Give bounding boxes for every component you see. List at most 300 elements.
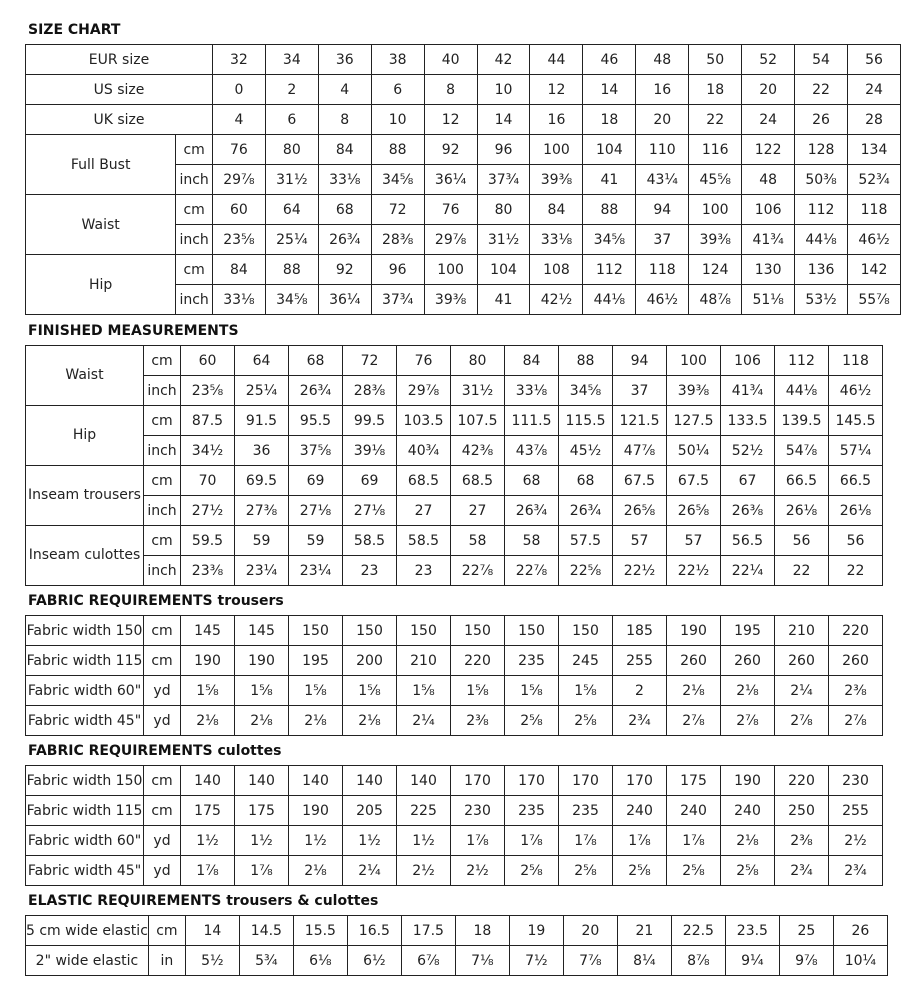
row-label: Fabric width 60" — [26, 826, 144, 856]
table-cell: 59.5 — [181, 526, 235, 556]
table-cell: 88 — [371, 135, 424, 165]
table-cell: 220 — [775, 766, 829, 796]
table-cell: 91.5 — [235, 406, 289, 436]
table-cell: 84 — [318, 135, 371, 165]
group-label: Waist — [26, 195, 176, 255]
unit-label: cm — [176, 135, 213, 165]
table-cell: 2¼ — [775, 676, 829, 706]
table-cell: 2 — [613, 676, 667, 706]
table-cell: 50 — [689, 45, 742, 75]
table-cell: 1½ — [397, 826, 451, 856]
table-cell: 190 — [181, 646, 235, 676]
table-cell: 41 — [477, 285, 530, 315]
table-cell: 47⅞ — [613, 436, 667, 466]
table-cell: 170 — [451, 766, 505, 796]
table-cell: 9⅞ — [779, 946, 833, 976]
table-cell: 32 — [212, 45, 265, 75]
table-cell: 21 — [617, 916, 671, 946]
table-cell: 18 — [689, 75, 742, 105]
table-cell: 2¾ — [613, 706, 667, 736]
table-cell: 6 — [265, 105, 318, 135]
table-cell: 10 — [371, 105, 424, 135]
table-cell: 220 — [829, 616, 883, 646]
table-cell: 2¾ — [775, 856, 829, 886]
table-cell: 56 — [848, 45, 901, 75]
table-cell: 60 — [212, 195, 265, 225]
table-cell: 115.5 — [559, 406, 613, 436]
table-cell: 96 — [371, 255, 424, 285]
table-cell: 29⅞ — [397, 376, 451, 406]
table-cell: 39⅜ — [667, 376, 721, 406]
table-cell: 34⅝ — [559, 376, 613, 406]
table-cell: 1⅝ — [451, 676, 505, 706]
table-cell: 26¾ — [289, 376, 343, 406]
table-cell: 1⅝ — [181, 676, 235, 706]
table-cell: 67.5 — [613, 466, 667, 496]
table-cell: 48⅞ — [689, 285, 742, 315]
table-cell: 26 — [795, 105, 848, 135]
table-cell: 56 — [775, 526, 829, 556]
table-cell: 0 — [212, 75, 265, 105]
table-cell: 1⅝ — [235, 676, 289, 706]
table-cell: 29⅞ — [212, 165, 265, 195]
table-cell: 22⅝ — [559, 556, 613, 586]
table-cell: 27⅛ — [343, 496, 397, 526]
table-cell: 140 — [235, 766, 289, 796]
table-cell: 23.5 — [725, 916, 779, 946]
table-cell: 25¼ — [235, 376, 289, 406]
table-cell: 48 — [636, 45, 689, 75]
size-chart-title — [28, 21, 120, 39]
table-cell: 42⅜ — [451, 436, 505, 466]
group-label: Full Bust — [26, 135, 176, 195]
table-cell: 124 — [689, 255, 742, 285]
table-cell: 235 — [505, 646, 559, 676]
table-cell: 4 — [318, 75, 371, 105]
table-cell: 2½ — [451, 856, 505, 886]
table-cell: 37¾ — [477, 165, 530, 195]
table-cell: 8 — [424, 75, 477, 105]
table-cell: 27 — [451, 496, 505, 526]
table-cell: 36 — [318, 45, 371, 75]
table-row — [26, 946, 888, 976]
table-cell: 112 — [775, 346, 829, 376]
row-label: Fabric width 150 — [26, 766, 144, 796]
table-cell: 205 — [343, 796, 397, 826]
table-cell: 140 — [289, 766, 343, 796]
table-cell: 99.5 — [343, 406, 397, 436]
table-cell: 22.5 — [671, 916, 725, 946]
table-cell: 195 — [721, 616, 775, 646]
unit-label: cm — [144, 796, 181, 826]
table-cell: 1⅞ — [559, 826, 613, 856]
table-cell: 175 — [181, 796, 235, 826]
unit-label: cm — [144, 466, 181, 496]
table-cell: 37 — [636, 225, 689, 255]
table-cell: 26 — [833, 916, 887, 946]
table-cell: 106 — [721, 346, 775, 376]
table-cell: 250 — [775, 796, 829, 826]
table-cell: 133.5 — [721, 406, 775, 436]
row-label: EUR size — [26, 45, 213, 75]
table-cell: 195 — [289, 646, 343, 676]
table-row — [26, 826, 883, 856]
table-cell: 44⅛ — [583, 285, 636, 315]
table-cell: 118 — [829, 346, 883, 376]
table-cell: 27⅛ — [289, 496, 343, 526]
table-cell: 33⅛ — [505, 376, 559, 406]
table-cell: 260 — [667, 646, 721, 676]
table-cell: 150 — [505, 616, 559, 646]
table-cell: 31½ — [265, 165, 318, 195]
table-cell: 2⅛ — [721, 676, 775, 706]
table-cell: 4 — [212, 105, 265, 135]
table-cell: 1½ — [289, 826, 343, 856]
table-cell: 20 — [636, 105, 689, 135]
table-cell: 68 — [505, 466, 559, 496]
table-cell: 100 — [667, 346, 721, 376]
table-cell: 2⅝ — [667, 856, 721, 886]
table-cell: 190 — [721, 766, 775, 796]
table-cell: 9¼ — [725, 946, 779, 976]
table-cell: 22 — [795, 75, 848, 105]
table-cell: 50¼ — [667, 436, 721, 466]
table-cell: 46½ — [848, 225, 901, 255]
table-cell: 170 — [559, 766, 613, 796]
table-cell: 34⅝ — [583, 225, 636, 255]
table-cell: 240 — [613, 796, 667, 826]
table-cell: 6½ — [347, 946, 401, 976]
table-cell: 145 — [181, 616, 235, 646]
table-cell: 76 — [397, 346, 451, 376]
table-cell: 22 — [689, 105, 742, 135]
table-cell: 22½ — [613, 556, 667, 586]
table-cell: 100 — [530, 135, 583, 165]
unit-label: inch — [144, 556, 181, 586]
table-cell: 96 — [477, 135, 530, 165]
table-cell: 87.5 — [181, 406, 235, 436]
table-cell: 14 — [477, 105, 530, 135]
row-label: Fabric width 45" — [26, 706, 144, 736]
table-cell: 33⅛ — [318, 165, 371, 195]
table-cell: 34½ — [181, 436, 235, 466]
table-cell: 36¼ — [424, 165, 477, 195]
table-cell: 45½ — [559, 436, 613, 466]
table-cell: 2¼ — [397, 706, 451, 736]
table-cell: 33⅛ — [530, 225, 583, 255]
table-cell: 28 — [848, 105, 901, 135]
table-cell: 22 — [775, 556, 829, 586]
table-cell: 24 — [742, 105, 795, 135]
fabric-culottes-title-text: FABRIC REQUIREMENTS — [28, 743, 213, 759]
table-row — [26, 496, 883, 526]
table-cell: 1⅝ — [505, 676, 559, 706]
table-cell: 52½ — [721, 436, 775, 466]
table-cell: 80 — [265, 135, 318, 165]
table-row — [26, 556, 883, 586]
table-cell: 142 — [848, 255, 901, 285]
table-cell: 2⅜ — [829, 676, 883, 706]
table-cell: 145 — [235, 616, 289, 646]
table-cell: 41 — [583, 165, 636, 195]
table-row — [26, 646, 883, 676]
unit-label: cm — [144, 616, 181, 646]
table-cell: 57.5 — [559, 526, 613, 556]
table-cell: 116 — [689, 135, 742, 165]
table-cell: 37¾ — [371, 285, 424, 315]
table-cell: 260 — [775, 646, 829, 676]
table-cell: 1⅞ — [181, 856, 235, 886]
group-label: Waist — [26, 346, 144, 406]
table-cell: 28⅜ — [371, 225, 424, 255]
table-cell: 42 — [477, 45, 530, 75]
table-cell: 139.5 — [775, 406, 829, 436]
table-cell: 37⅝ — [289, 436, 343, 466]
table-cell: 2⅜ — [775, 826, 829, 856]
table-row — [26, 436, 883, 466]
unit-label: cm — [176, 255, 213, 285]
table-cell: 2⅛ — [667, 676, 721, 706]
table-cell: 41¾ — [742, 225, 795, 255]
table-cell: 29⅞ — [424, 225, 477, 255]
table-cell: 1½ — [343, 826, 397, 856]
table-cell: 58.5 — [343, 526, 397, 556]
unit-label: inch — [176, 285, 213, 315]
elastic-table — [25, 915, 888, 976]
table-cell: 7⅛ — [455, 946, 509, 976]
table-cell: 175 — [235, 796, 289, 826]
table-cell: 68.5 — [397, 466, 451, 496]
table-cell: 59 — [289, 526, 343, 556]
table-cell: 118 — [636, 255, 689, 285]
table-row — [26, 916, 888, 946]
table-cell: 150 — [451, 616, 505, 646]
group-label: Inseam culottes — [26, 526, 144, 586]
table-cell: 18 — [583, 105, 636, 135]
table-cell: 7½ — [509, 946, 563, 976]
table-cell: 1⅝ — [559, 676, 613, 706]
table-cell: 23 — [397, 556, 451, 586]
elastic-title-text: ELASTIC REQUIREMENTS — [28, 893, 222, 909]
table-cell: 58 — [505, 526, 559, 556]
unit-label: inch — [144, 436, 181, 466]
table-row — [26, 676, 883, 706]
table-cell: 22⅞ — [505, 556, 559, 586]
table-cell: 111.5 — [505, 406, 559, 436]
table-cell: 26¾ — [505, 496, 559, 526]
table-row — [26, 766, 883, 796]
table-cell: 22¼ — [721, 556, 775, 586]
table-cell: 136 — [795, 255, 848, 285]
table-cell: 150 — [289, 616, 343, 646]
table-cell: 68.5 — [451, 466, 505, 496]
table-cell: 94 — [636, 195, 689, 225]
row-label: 5 cm wide elastic — [26, 916, 149, 946]
table-cell: 40 — [424, 45, 477, 75]
table-row — [26, 376, 883, 406]
row-label: UK size — [26, 105, 213, 135]
table-cell: 112 — [795, 195, 848, 225]
table-cell: 23⅜ — [181, 556, 235, 586]
unit-label: cm — [148, 916, 185, 946]
table-cell: 12 — [530, 75, 583, 105]
table-cell: 33⅛ — [212, 285, 265, 315]
table-cell: 39⅜ — [424, 285, 477, 315]
table-cell: 31½ — [451, 376, 505, 406]
table-cell: 27½ — [181, 496, 235, 526]
table-cell: 2⅞ — [775, 706, 829, 736]
table-cell: 27 — [397, 496, 451, 526]
table-cell: 28⅜ — [343, 376, 397, 406]
table-cell: 2½ — [397, 856, 451, 886]
table-cell: 67.5 — [667, 466, 721, 496]
table-cell: 26¾ — [318, 225, 371, 255]
table-cell: 56 — [829, 526, 883, 556]
group-label: Hip — [26, 255, 176, 315]
table-cell: 36¼ — [318, 285, 371, 315]
fabric-trousers-title-suffix: trousers — [217, 593, 284, 609]
table-cell: 52 — [742, 45, 795, 75]
table-cell: 26⅜ — [721, 496, 775, 526]
table-cell: 23¼ — [235, 556, 289, 586]
table-cell: 260 — [829, 646, 883, 676]
table-cell: 2⅝ — [505, 856, 559, 886]
table-cell: 22⅞ — [451, 556, 505, 586]
table-cell: 8¼ — [617, 946, 671, 976]
table-cell: 26⅛ — [775, 496, 829, 526]
table-cell: 2⅛ — [343, 706, 397, 736]
table-cell: 245 — [559, 646, 613, 676]
table-cell: 190 — [667, 616, 721, 646]
table-cell: 190 — [289, 796, 343, 826]
fabric-trousers-table — [25, 615, 883, 736]
table-cell: 200 — [343, 646, 397, 676]
table-cell: 41¾ — [721, 376, 775, 406]
table-cell: 2⅛ — [721, 826, 775, 856]
table-row — [26, 706, 883, 736]
table-cell: 80 — [451, 346, 505, 376]
row-label: Fabric width 150 — [26, 616, 144, 646]
table-cell: 22½ — [667, 556, 721, 586]
table-cell: 69.5 — [235, 466, 289, 496]
table-cell: 88 — [559, 346, 613, 376]
table-cell: 10 — [477, 75, 530, 105]
table-cell: 23¼ — [289, 556, 343, 586]
table-cell: 76 — [212, 135, 265, 165]
table-cell: 150 — [397, 616, 451, 646]
table-cell: 43¼ — [636, 165, 689, 195]
table-cell: 43⅞ — [505, 436, 559, 466]
table-cell: 14.5 — [239, 916, 293, 946]
table-cell: 7⅞ — [563, 946, 617, 976]
table-cell: 34 — [265, 45, 318, 75]
table-cell: 42½ — [530, 285, 583, 315]
table-cell: 40¾ — [397, 436, 451, 466]
table-cell: 72 — [371, 195, 424, 225]
unit-label: inch — [144, 376, 181, 406]
table-cell: 27⅜ — [235, 496, 289, 526]
table-cell: 1½ — [235, 826, 289, 856]
row-label: Fabric width 115 — [26, 796, 144, 826]
table-cell: 122 — [742, 135, 795, 165]
unit-label: cm — [144, 346, 181, 376]
table-cell: 145.5 — [829, 406, 883, 436]
table-cell: 80 — [477, 195, 530, 225]
table-cell: 24 — [848, 75, 901, 105]
table-cell: 16 — [636, 75, 689, 105]
table-cell: 134 — [848, 135, 901, 165]
table-cell: 104 — [583, 135, 636, 165]
table-cell: 260 — [721, 646, 775, 676]
table-cell: 1⅞ — [451, 826, 505, 856]
finished-measurements-table — [25, 345, 883, 586]
table-cell: 68 — [559, 466, 613, 496]
table-cell: 255 — [613, 646, 667, 676]
table-cell: 26⅝ — [667, 496, 721, 526]
table-cell: 110 — [636, 135, 689, 165]
table-cell: 1⅝ — [397, 676, 451, 706]
table-cell: 25¼ — [265, 225, 318, 255]
table-cell: 2⅝ — [613, 856, 667, 886]
table-row — [26, 75, 901, 105]
table-cell: 66.5 — [829, 466, 883, 496]
table-cell: 14 — [583, 75, 636, 105]
table-cell: 20 — [742, 75, 795, 105]
table-cell: 92 — [318, 255, 371, 285]
table-cell: 46 — [583, 45, 636, 75]
table-cell: 50⅜ — [795, 165, 848, 195]
table-cell: 59 — [235, 526, 289, 556]
table-cell: 8⅞ — [671, 946, 725, 976]
table-cell: 39⅜ — [689, 225, 742, 255]
table-cell: 5¾ — [239, 946, 293, 976]
table-cell: 2⅞ — [829, 706, 883, 736]
elastic-title — [28, 892, 378, 910]
table-cell: 88 — [583, 195, 636, 225]
table-cell: 170 — [505, 766, 559, 796]
table-cell: 12 — [424, 105, 477, 135]
table-cell: 210 — [775, 616, 829, 646]
unit-label: cm — [144, 646, 181, 676]
table-cell: 14 — [185, 916, 239, 946]
table-cell: 1⅞ — [505, 826, 559, 856]
unit-label: inch — [144, 496, 181, 526]
table-cell: 6 — [371, 75, 424, 105]
table-cell: 58 — [451, 526, 505, 556]
table-cell: 69 — [289, 466, 343, 496]
table-cell: 39⅜ — [530, 165, 583, 195]
table-cell: 104 — [477, 255, 530, 285]
table-row — [26, 616, 883, 646]
table-cell: 2⅞ — [721, 706, 775, 736]
table-cell: 140 — [343, 766, 397, 796]
table-cell: 84 — [505, 346, 559, 376]
table-cell: 26⅝ — [613, 496, 667, 526]
table-cell: 2⅛ — [181, 706, 235, 736]
table-cell: 44⅛ — [775, 376, 829, 406]
table-cell: 170 — [613, 766, 667, 796]
table-cell: 57¼ — [829, 436, 883, 466]
table-cell: 53½ — [795, 285, 848, 315]
table-cell: 94 — [613, 346, 667, 376]
table-cell: 2 — [265, 75, 318, 105]
table-cell: 18 — [455, 916, 509, 946]
table-cell: 69 — [343, 466, 397, 496]
table-cell: 1⅝ — [289, 676, 343, 706]
table-row — [26, 195, 901, 225]
table-cell: 140 — [181, 766, 235, 796]
table-row — [26, 526, 883, 556]
